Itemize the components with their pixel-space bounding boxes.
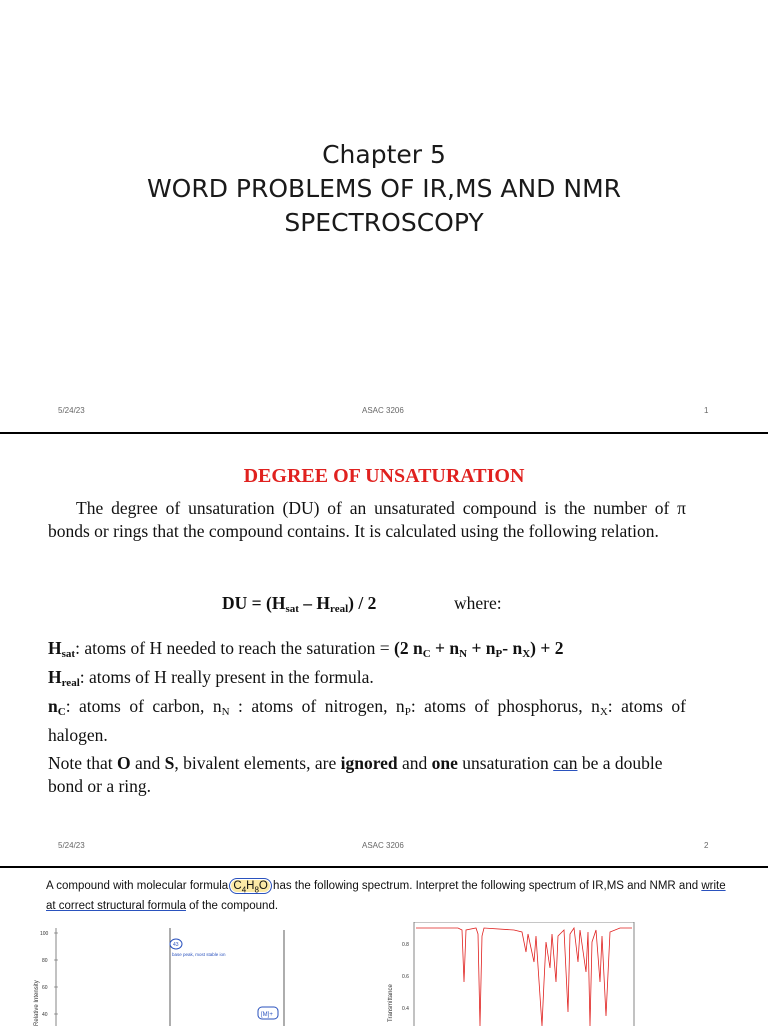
hsat-expr: (2 n bbox=[394, 638, 423, 658]
title-line-3: SPECTROSCOPY bbox=[284, 208, 484, 237]
slide-1 bbox=[0, 0, 768, 432]
formula-part: ) / 2 bbox=[348, 593, 377, 613]
footer-page-number: 1 bbox=[704, 406, 709, 415]
mass-spectrum-chart bbox=[28, 926, 298, 1026]
hsat-definition bbox=[48, 637, 686, 666]
hsat-expr: + n bbox=[467, 638, 496, 658]
problem-underlined-text: write at correct structural formula bbox=[46, 880, 726, 913]
formula-part: DU = (H bbox=[222, 593, 286, 613]
formula-sub-real: real bbox=[330, 603, 349, 615]
ir-ytick: 0.6 bbox=[402, 974, 409, 980]
slide-2-footer bbox=[0, 841, 768, 855]
ms-base-peak-annotation: base peak, most stable ion bbox=[172, 952, 226, 957]
du-definition-paragraph bbox=[48, 497, 686, 543]
ms-ytick: 100 bbox=[40, 931, 49, 937]
formula-o: O bbox=[258, 880, 268, 892]
nc-text: : atoms of phosphorus, n bbox=[410, 696, 600, 716]
note-bold: O bbox=[117, 753, 131, 773]
title-line-2: WORD PROBLEMS OF IR,MS AND NMR bbox=[146, 174, 622, 203]
nc-label: n bbox=[48, 696, 58, 716]
ir-spectrum-chart bbox=[384, 922, 644, 1026]
problem-statement bbox=[46, 878, 726, 915]
footer-date: 5/24/23 bbox=[58, 841, 85, 850]
hsat-expr: ) + 2 bbox=[530, 638, 564, 658]
molecular-formula bbox=[231, 880, 269, 895]
note-text: and bbox=[397, 753, 432, 773]
formula-part: – H bbox=[298, 593, 331, 613]
hsat-text: : atoms of H needed to reach the saturation = bbox=[75, 638, 395, 658]
ms-ytick: 60 bbox=[42, 985, 48, 991]
ir-ytick: 0.8 bbox=[402, 942, 409, 948]
du-definition-text: The degree of unsaturation (DU) of an unsaturated compound is the number of π bonds or rings that the compound contains. It is calculated using the following relation. bbox=[48, 498, 686, 541]
hsat-expr: + n bbox=[430, 638, 460, 658]
note-bold: S bbox=[164, 753, 175, 773]
nc-sub: P bbox=[404, 706, 411, 718]
problem-text: of the compound. bbox=[185, 900, 279, 913]
note-text: , bivalent elements, are bbox=[174, 753, 341, 773]
hsat-expr: - n bbox=[502, 638, 523, 658]
hreal-label: H bbox=[48, 667, 62, 687]
ir-ytick: 0.4 bbox=[402, 1006, 409, 1012]
formula-sub-sat: sat bbox=[285, 603, 299, 615]
hsat-label-sub: sat bbox=[61, 648, 76, 660]
note-bold: one bbox=[431, 753, 458, 773]
hsat-sub: N bbox=[459, 648, 468, 660]
slide-2 bbox=[0, 432, 768, 866]
hsat-sub: P bbox=[495, 648, 503, 660]
ms-ytick: 80 bbox=[42, 958, 48, 964]
note-text: unsaturation bbox=[457, 753, 554, 773]
definitions-block bbox=[48, 637, 686, 747]
footer-date: 5/24/23 bbox=[58, 406, 85, 415]
du-formula bbox=[222, 592, 562, 621]
hreal-definition bbox=[48, 666, 686, 695]
hreal-label-sub: real bbox=[61, 677, 80, 689]
slide-1-footer bbox=[0, 406, 768, 420]
formula-h: H bbox=[246, 880, 255, 892]
nc-definition bbox=[48, 695, 686, 747]
footer-course: ASAC 3206 bbox=[362, 406, 404, 415]
footer-course: ASAC 3206 bbox=[362, 841, 404, 850]
problem-text: has the following spectrum. Interpret the following spectrum of IR,MS and NMR and bbox=[269, 880, 702, 892]
nc-text: : atoms of carbon, n bbox=[65, 696, 222, 716]
ms-base-peak-mz: 43 bbox=[173, 942, 179, 948]
nc-label-sub: C bbox=[57, 706, 66, 718]
footer-page-number: 2 bbox=[704, 841, 709, 850]
note-paragraph bbox=[48, 752, 686, 798]
note-text: be a double bond or a ring. bbox=[48, 753, 663, 796]
ir-ylabel: Transmittance bbox=[388, 984, 394, 1022]
nc-text: : atoms of halogen. bbox=[48, 696, 686, 745]
note-text: and bbox=[130, 753, 165, 773]
ms-ytick: 40 bbox=[42, 1012, 48, 1018]
nc-sub: X bbox=[599, 706, 608, 718]
nc-text: : atoms of nitrogen, n bbox=[229, 696, 405, 716]
formula-where: where: bbox=[454, 593, 502, 613]
note-bold: ignored bbox=[340, 753, 398, 773]
title-line-1: Chapter 5 bbox=[322, 140, 446, 169]
slide-3 bbox=[0, 866, 768, 1024]
ms-ylabel: Relative Intensity bbox=[34, 980, 40, 1026]
ms-molecular-ion-label: [M]+ bbox=[261, 1012, 273, 1018]
hreal-text: : atoms of H really present in the formula. bbox=[79, 667, 374, 687]
slide-2-heading: DEGREE OF UNSATURATION bbox=[243, 465, 525, 487]
note-text: Note that bbox=[48, 753, 118, 773]
formula-c-sub: 4 bbox=[241, 885, 247, 895]
nc-sub: N bbox=[221, 706, 230, 718]
slide-1-title bbox=[0, 138, 768, 240]
hsat-label: H bbox=[48, 638, 62, 658]
hsat-sub: X bbox=[522, 648, 531, 660]
formula-c: C bbox=[233, 880, 242, 892]
hsat-sub: C bbox=[422, 648, 431, 660]
note-underlined: can bbox=[553, 753, 578, 773]
problem-text: A compound with molecular formula bbox=[46, 880, 232, 892]
formula-h-sub: 8 bbox=[254, 885, 259, 895]
ir-transmittance-line bbox=[416, 928, 632, 1026]
